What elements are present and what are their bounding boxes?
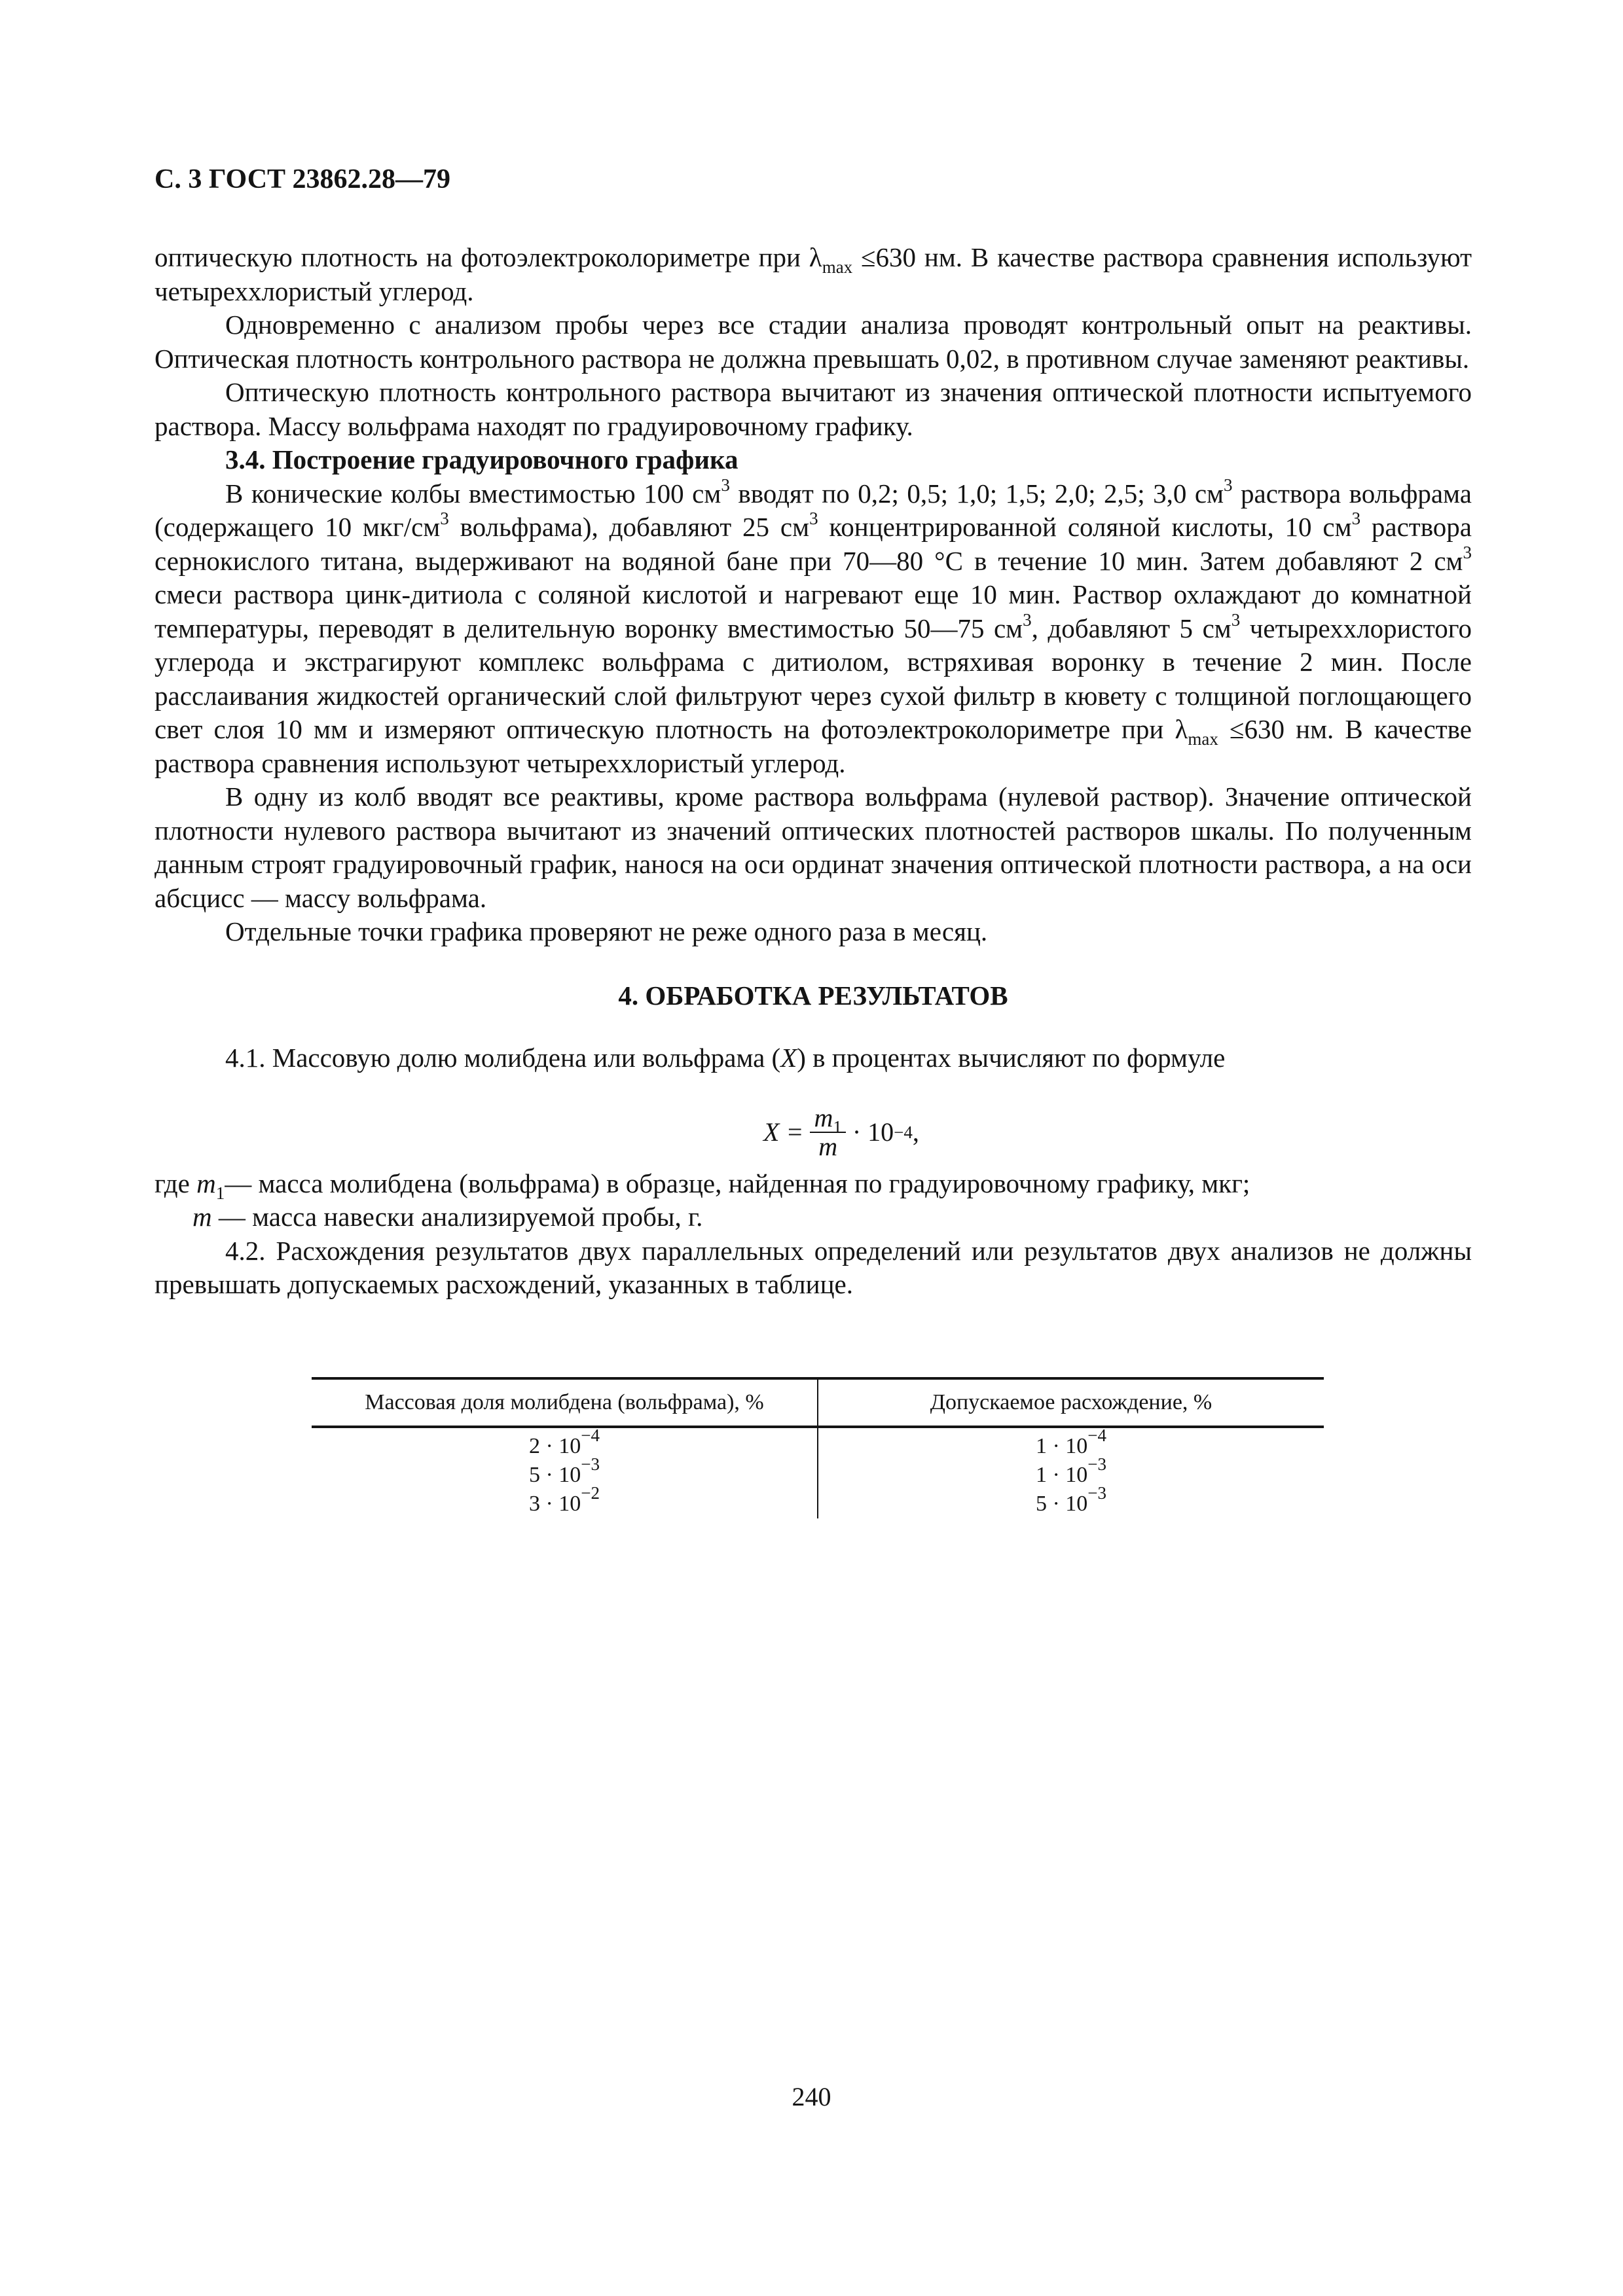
table-row: $2 \cdot 10^{-4}$ $1 \cdot 10^{-4}$: [312, 1432, 1324, 1461]
section-title-3-4: 3.4. Построение градуировочного графика: [225, 444, 739, 475]
paragraph-calibration-procedure: В конические колбы вместимостью 100 $см^3$ вводят по 0,2; 0,5; 1,0; 1,5; 2,0; 2,5; 3,0 $см^3$ раствора вольфрама (содержащего 10 мкг/$см^3$ вольфрама), добавляют 25 $см^3$ концентрированной соляной кислоты, 10 $см^3$ раствора сернокислого титана, выдерживают на водяной бане при 70—80 °С в течение 10 мин. Затем добавляют 2 $см^3$ смеси раствора цинк-дитиола с соляной кислотой и нагревают еще 10 мин. Раствор охлаждают до комнатной температуры, переводят в делительную воронку вместимостью 50—75 $см^3$, добавляют 5 $см^3$ четыреххлористого углерода и экстрагируют комплекс вольфрама с дитиолом, встряхивая воронку в течение 2 мин. После расслаивания жидкостей органический слой фильтруют через сухой фильтр в кювету с толщиной поглощающего свет слоя 10 мм и измеряют оптическую плотность на фотоэлектроколориметре при $\lambda_{max} \le 630$ нм. В качестве раствора сравнения используют четыреххлористый углерод.: [155, 475, 1472, 778]
table-row: $3 \cdot 10^{-2}$ $5 \cdot 10^{-3}$: [312, 1490, 1324, 1518]
page-number: 240: [792, 2082, 831, 2111]
paragraph-4-1: 4.1. Массовую долю молибдена или вольфрама (X) в процентах вычисляют по формуле: [225, 1043, 1226, 1073]
paragraph-where-m1: где $m_1—$ масса молибдена (вольфрама) в образце, найденная по градуировочному графику, мкг;: [155, 1168, 1250, 1203]
page-header: С. 3 ГОСТ 23862.28—79: [155, 164, 451, 194]
paragraph-subtract-control: Оптическую плотность контрольного раствора вычитают из значения оптической плотности испытуемого раствора. Массу вольфрама находят по градуировочному графику.: [155, 377, 1472, 441]
body-text: [155, 241, 1472, 1302]
paragraph-optical-density: оптическую плотность на фотоэлектроколориметре при $\lambda_{max} \le 630$ нм. В качестве раствора сравнения используют четыреххлористый углерод.: [155, 242, 1472, 306]
formula-fraction: $\frac{m_1}{m}$: [810, 1104, 845, 1160]
paragraph-zero-solution: В одну из колб вводят все реактивы, кроме раствора вольфрама (нулевой раствор). Значение оптической плотности нулевого раствора вычитают из значений оптических плотностей растворов шкалы. По полученным данным строят градуировочный график, нанося на оси ординат значения оптической плотности раствора, а на оси абсцисс — массу вольфрама.: [155, 781, 1472, 913]
paragraph-where-m: m — масса навески анализируемой пробы, г.: [192, 1202, 703, 1232]
paragraph-4-2: 4.2. Расхождения результатов двух параллельных определений или результатов двух анализов не должны превышать допускаемых расхождений, указанных в таблице.: [155, 1235, 1472, 1299]
tolerance-table: [312, 1377, 1324, 1518]
table-header-tolerance: Допускаемое расхождение, %: [930, 1390, 1213, 1414]
section-title-4: 4. ОБРАБОТКА РЕЗУЛЬТАТОВ: [618, 980, 1008, 1011]
paragraph-control-test: Одновременно с анализом пробы через все стадии анализа проводят контрольный опыт на реактивы. Оптическая плотность контрольного раствора не должна превышать 0,02, в противном случае заменяют реактивы.: [155, 310, 1472, 374]
formula: [155, 1095, 1472, 1161]
table-row: $5 \cdot 10^{-3}$ $1 \cdot 10^{-3}$: [312, 1461, 1324, 1490]
table-header-mass-fraction: Массовая доля молибдена (вольфрама), %: [312, 1378, 818, 1426]
table-header-row: [312, 1378, 1324, 1426]
paragraph-graph-check: Отдельные точки графика проверяют не реже одного раза в месяц.: [225, 916, 988, 946]
formula-expression: X = $\frac{m_1}{m}$ · 10 −4 ,: [763, 1102, 919, 1161]
